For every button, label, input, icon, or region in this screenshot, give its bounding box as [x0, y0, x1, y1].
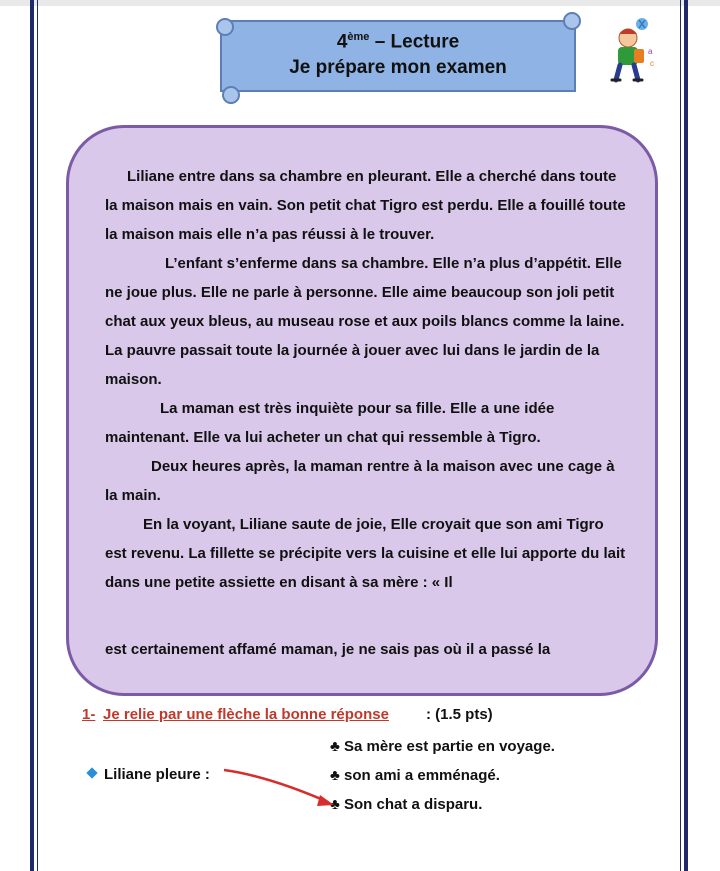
question-text: Je relie par une flèche la bonne réponse: [103, 706, 389, 723]
subject: – Lecture: [369, 31, 460, 53]
paragraph: La maman est très inquiète pour sa fille. Elle a une idée maintenant. Elle va lui acheter un chat qui ressemble à Tigro.: [105, 400, 555, 446]
page-title-level: [220, 31, 576, 53]
page-border-right-thin: [680, 0, 681, 871]
page-border-right: [684, 0, 688, 871]
diamond-bullet-icon: [86, 767, 97, 778]
reading-text: [105, 162, 629, 597]
truncated-line-text: est certainement affamé maman, je ne sais pas où il a passé la: [105, 641, 551, 658]
answer-option: ♣ Sa mère est partie en voyage.: [330, 738, 555, 755]
answer-option: ♣ son ami a emménagé.: [330, 767, 500, 784]
paragraph: Deux heures après, la maman rentre à la maison avec une cage à la main.: [105, 458, 615, 504]
truncated-line: [105, 641, 629, 664]
student-icon: [604, 14, 660, 86]
page-title: Je prépare mon examen: [289, 57, 507, 78]
paragraph: L’enfant s’enferme dans sa chambre. Elle n’a plus d’appétit. Elle ne joue plus. Elle ne parle à personne. Elle aime beaucoup son joli petit chat aux yeux bleus, au museau rose et aux poils blancs comme la laine.: [105, 255, 625, 330]
paragraph: En la voyant, Liliane saute de joie, Elle croyait que son ami Tigro est revenu. La fillette se précipite vers la cuisine et elle lui apporte du lait dans une petite assiette en disant à sa mère : « Il: [105, 516, 626, 591]
svg-text:c: c: [650, 59, 654, 68]
paragraph: La pauvre passait toute la journée à jouer avec lui dans le jardin de la maison.: [105, 342, 600, 388]
level-number: 4: [336, 31, 348, 53]
level-suffix: ème: [347, 31, 370, 43]
page-border-left: [30, 0, 34, 871]
prompt-item: [88, 766, 210, 783]
page-border-left-thin: [37, 0, 38, 871]
question-points: : (1.5 pts): [426, 706, 493, 723]
prompt-item-label: Liliane pleure :: [104, 766, 210, 783]
answer-arrow-icon: [218, 762, 340, 812]
question-number: 1-: [82, 706, 96, 723]
answer-option: ♣ Son chat a disparu.: [330, 796, 483, 813]
paragraph: Liliane entre dans sa chambre en pleurant. Elle a cherché dans toute la maison mais en vain. Son petit chat Tigro est perdu. Elle a fouillé toute la maison mais elle n’a pas réussi à le trouver.: [105, 168, 626, 243]
banner-curl: [222, 86, 240, 104]
top-band: [0, 0, 720, 6]
svg-text:a: a: [648, 47, 653, 56]
reading-text-box: [66, 125, 658, 696]
banner-curl: [563, 12, 581, 30]
